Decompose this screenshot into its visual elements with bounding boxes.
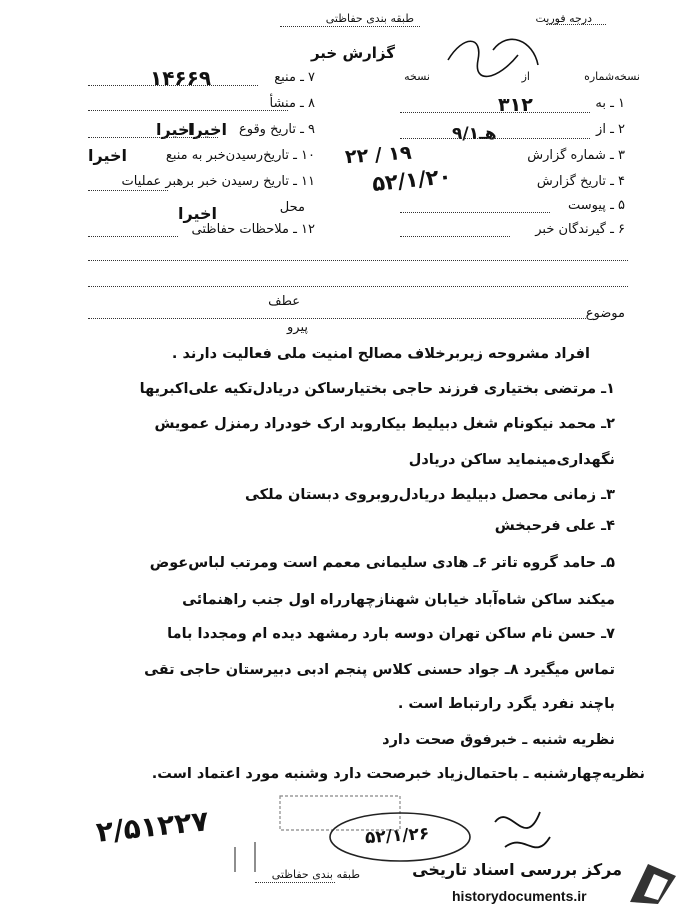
left-field-label-place: محل xyxy=(279,200,305,215)
form-title: گزارش خبر xyxy=(310,44,395,62)
attachment-dots xyxy=(400,212,550,213)
footer-handwritten-number: ۲/۵۱۲۲۷ xyxy=(94,804,211,849)
right-field-label-report-number: ۳ ـ شماره گزارش xyxy=(527,148,625,163)
body-line-2: ۱ـ مرتضی بختیاری فرزند حاجی بختیارساکن دریادل‌تکیه علی‌اکبریها xyxy=(139,381,615,397)
right-field-label-from: ۲ ـ از xyxy=(596,122,625,137)
operations-dots xyxy=(88,190,168,191)
left-field-label-source-receipt: ۱۰ ـ تاریخ‌رسیدن‌خبر به منبع xyxy=(165,148,315,163)
left-field-value-occurrence-date: اخیرا xyxy=(188,120,227,139)
right-field-value-report-date: ۵۲/۱/۲۰ xyxy=(370,163,453,197)
body-line-7: ۵ـ حامد گروه تاتر ۶ـ هادی سلیمانی معمم است ومرتب لباس‌عوض xyxy=(149,555,615,571)
body-line-11: باچند نفرد یگرد رارتباط است . xyxy=(397,696,615,712)
right-field-label-to: ۱ ـ به xyxy=(595,96,625,111)
body-line-13: نظریه‌چهارشنبه ـ باحتمال‌زیاد خبرصحت دارد وشنبه مورد اعتماد است. xyxy=(151,766,645,782)
left-field-label-operations-receipt: ۱۱ ـ تاریخ رسیدن خبر برهبر عملیات xyxy=(121,174,315,189)
left-field-value-place: اخیرا xyxy=(178,204,217,223)
watermark-url: historydocuments.ir xyxy=(452,888,587,904)
right-field-value-report-number: ۲۲ / ۱۹ xyxy=(344,141,413,169)
separator-dots-2 xyxy=(88,286,628,287)
body-line-8: میکند ساکن شاه‌آباد خیابان شهنازچهارراه اول جنب راهنمائی xyxy=(182,592,615,608)
security-notes-dots xyxy=(88,236,178,237)
right-field-label-attachment: ۵ ـ پیوست xyxy=(568,198,625,213)
body-line-3: ۲ـ محمد نیکونام شغل دبیلیط بیکاروبد ارک خودراد رمنزل عمویش xyxy=(154,416,615,432)
subject-dots xyxy=(88,318,588,319)
copy-number-label: نسخه‌شماره xyxy=(584,70,640,83)
classification-label: طبقه بندی حفاظتی xyxy=(325,12,414,25)
left-field-value-source: ۱۴۶۶۹ xyxy=(150,66,212,90)
right-field-label-report-date: ۴ ـ تاریخ گزارش xyxy=(536,174,625,189)
copy-word: نسخه xyxy=(404,70,430,83)
left-field-label-security-notes: ۱۲ ـ ملاحظات حفاظتی xyxy=(191,222,315,237)
body-line-1: افراد مشروحه زیربرخلاف مصالح امنیت ملی فعالیت دارند . xyxy=(171,346,590,362)
priority-dots xyxy=(546,24,606,25)
footer-classification-dots xyxy=(255,882,335,883)
copy-of-label: از xyxy=(521,70,530,83)
left-field-value-source-receipt: اخیرا xyxy=(88,146,127,165)
occurrence-dots xyxy=(88,137,218,138)
watermark-title: مرکز بررسی اسناد تاریخی xyxy=(412,860,622,879)
left-field-value-occurrence-date-2: اخیرا xyxy=(156,120,195,139)
footer-classification-label: طبقه بندی حفاظتی xyxy=(271,868,360,881)
left-field-label-occurrence-date: ۹ ـ تاریخ وقوع xyxy=(238,122,315,137)
stamp-date: ۵۲/۱/۲۶ xyxy=(364,823,430,849)
body-line-6: ۴ـ علی فرحبخش xyxy=(494,518,615,534)
right-field-value-to: ۳۱۲ xyxy=(498,94,533,116)
origin-dots xyxy=(88,110,288,111)
archive-logo xyxy=(624,858,682,912)
left-field-label-source: ۷ ـ منبع xyxy=(274,70,315,85)
peyro-label: پیرو xyxy=(287,320,308,335)
archive-logo-icon xyxy=(624,858,682,908)
right-field-label-recipients: ۶ ـ گیرندگان خبر xyxy=(535,222,625,237)
source-dots xyxy=(88,85,258,86)
subject-label: موضوع xyxy=(585,306,625,321)
body-line-5: ۳ـ زمانی محصل دبیلیط دریادل‌روبروی دبستان ملکی xyxy=(244,487,615,503)
atf-label: عطف xyxy=(268,294,300,309)
body-line-4: نگهداری‌مینماید ساکن دریادل xyxy=(408,452,615,468)
body-line-10: تماس میگیرد ۸ـ جواد حسنی کلاس پنجم ادبی دبیرستان حاجی تقی xyxy=(144,662,615,678)
body-line-9: ۷ـ حسن نام ساکن تهران دوسه بارد رمشهد دیده ام ومجددا باما xyxy=(167,626,615,642)
body-line-12: نظریه شنبه ـ خبرفوق صحت دارد xyxy=(382,732,615,748)
copy-handwriting-scribble xyxy=(438,30,548,85)
from-dots xyxy=(400,138,590,139)
classification-dots xyxy=(280,26,420,27)
priority-label: درجه فوریت xyxy=(535,12,592,25)
left-field-label-origin: ۸ ـ منشأ xyxy=(269,96,315,111)
to-dots xyxy=(400,112,590,113)
recipients-dots xyxy=(400,236,510,237)
right-field-value-from: ۹/هـ۱ xyxy=(452,124,497,144)
separator-dots-1 xyxy=(88,260,628,261)
